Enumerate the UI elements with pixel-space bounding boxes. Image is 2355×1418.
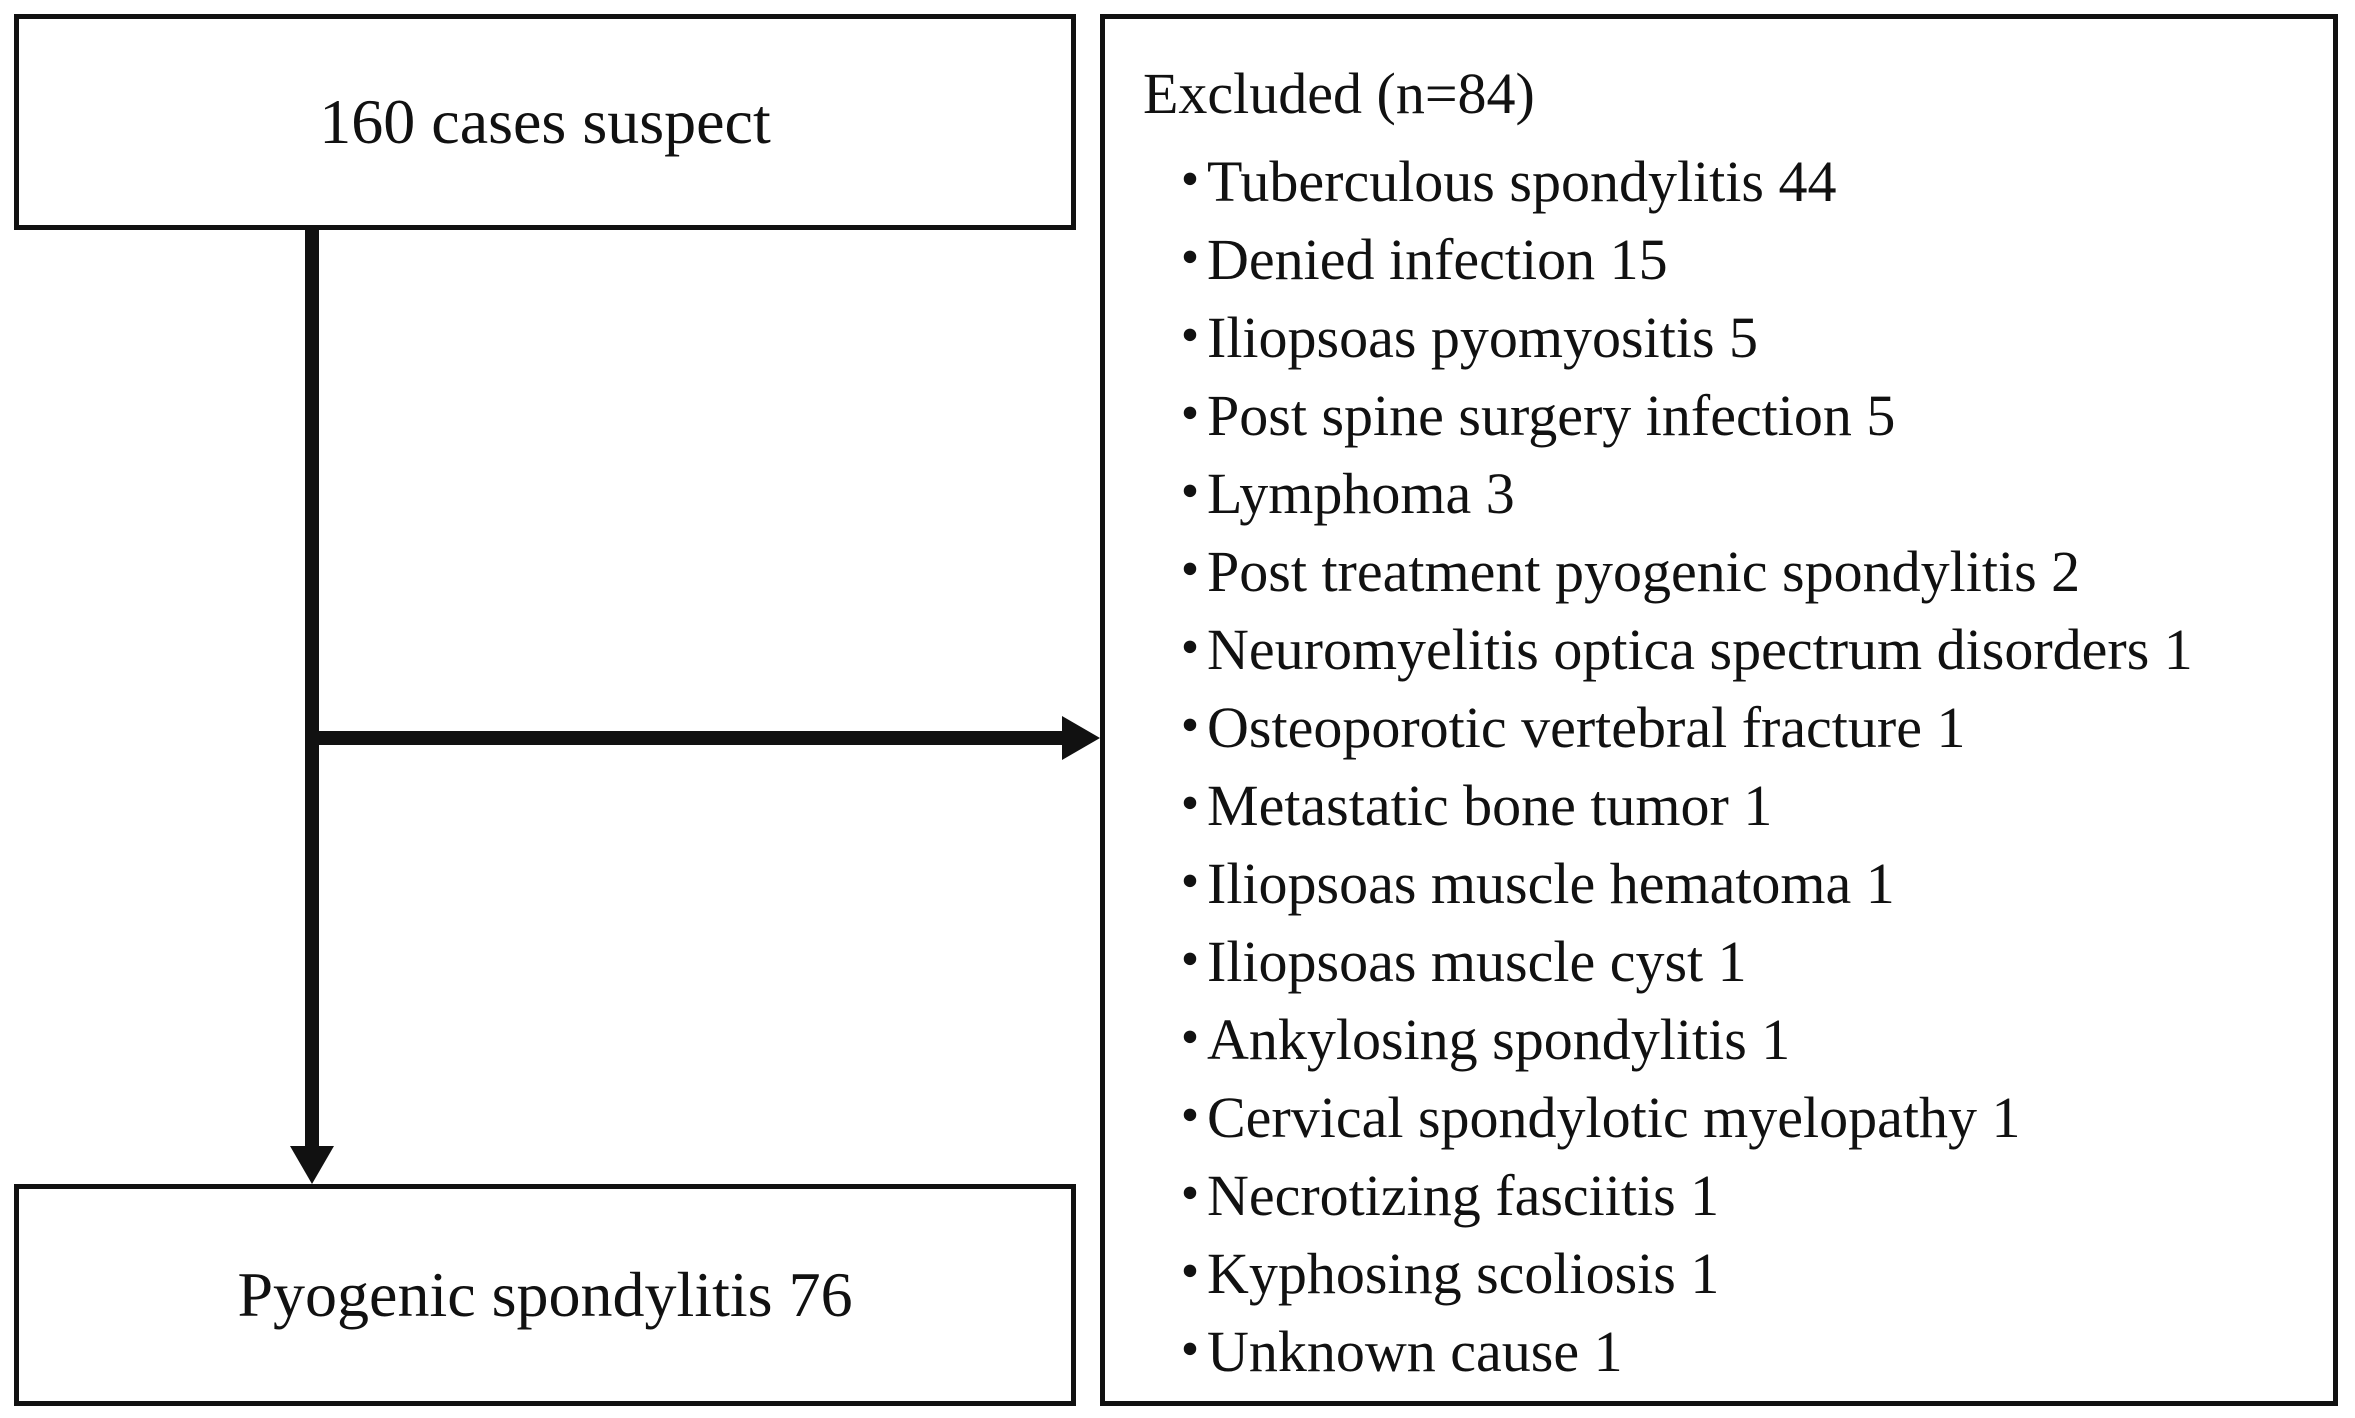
excluded-list-item (1161, 845, 2193, 923)
bullet-icon: ・ (1161, 149, 1220, 214)
excluded-item-text: Ankylosing spondylitis 1 (1207, 1007, 1791, 1072)
bullet-icon: ・ (1161, 227, 1220, 292)
pyogenic-spondylitis-box (14, 1184, 1076, 1406)
bullet-icon: ・ (1161, 539, 1220, 604)
bullet-icon: ・ (1161, 617, 1220, 682)
excluded-item-text: Metastatic bone tumor 1 (1207, 773, 1773, 838)
excluded-item-text: Necrotizing fasciitis 1 (1207, 1163, 1720, 1228)
excluded-list-item (1161, 377, 2193, 455)
bullet-icon: ・ (1161, 851, 1220, 916)
excluded-item-text: Post spine surgery infection 5 (1207, 383, 1896, 448)
bullet-icon: ・ (1161, 383, 1220, 448)
main-down-arrowhead (290, 1146, 334, 1184)
pyogenic-spondylitis-label: Pyogenic spondylitis 76 (237, 1259, 853, 1330)
excluded-list-item (1161, 1313, 2193, 1391)
excluded-list-item (1161, 1001, 2193, 1079)
bullet-icon: ・ (1161, 305, 1220, 370)
excluded-item-text: Iliopsoas pyomyositis 5 (1207, 305, 1759, 370)
bullet-icon: ・ (1161, 929, 1220, 994)
excluded-item-text: Post treatment pyogenic spondylitis 2 (1207, 539, 2081, 604)
suspect-cases-label: 160 cases suspect (319, 86, 771, 157)
bullet-icon: ・ (1161, 773, 1220, 838)
excluded-item-text: Kyphosing scoliosis 1 (1207, 1241, 1720, 1306)
excluded-item-text: Iliopsoas muscle hematoma 1 (1207, 851, 1895, 916)
bullet-icon: ・ (1161, 1241, 1220, 1306)
excluded-list-item (1161, 923, 2193, 1001)
excluded-list-item (1161, 611, 2193, 689)
bullet-icon: ・ (1161, 1007, 1220, 1072)
excluded-item-text: Neuromyelitis optica spectrum disorders 1 (1207, 617, 2193, 682)
branch-right-arrowhead (1062, 716, 1100, 760)
excluded-list-item (1161, 533, 2193, 611)
excluded-item-text: Denied infection 15 (1207, 227, 1668, 292)
excluded-item-text: Tuberculous spondylitis 44 (1207, 149, 1837, 214)
excluded-list-item (1161, 221, 2193, 299)
excluded-list-item (1161, 299, 2193, 377)
bullet-icon: ・ (1161, 1163, 1220, 1228)
excluded-item-text: Iliopsoas muscle cyst 1 (1207, 929, 1747, 994)
excluded-item-text: Cervical spondylotic myelopathy 1 (1207, 1085, 2021, 1150)
excluded-list-item (1161, 767, 2193, 845)
excluded-list-item (1161, 143, 2193, 221)
bullet-icon: ・ (1161, 1319, 1220, 1384)
excluded-list (1161, 143, 2193, 1391)
excluded-item-text: Unknown cause 1 (1207, 1319, 1623, 1384)
excluded-list-item (1161, 1079, 2193, 1157)
excluded-list-item (1161, 1235, 2193, 1313)
excluded-item-text: Lymphoma 3 (1207, 461, 1515, 526)
excluded-box (1100, 14, 2338, 1406)
excluded-list-item (1161, 455, 2193, 533)
bullet-icon: ・ (1161, 461, 1220, 526)
bullet-icon: ・ (1161, 1085, 1220, 1150)
excluded-list-item (1161, 689, 2193, 767)
bullet-icon: ・ (1161, 695, 1220, 760)
suspect-cases-box (14, 14, 1076, 230)
excluded-list-item (1161, 1157, 2193, 1235)
excluded-item-text: Osteoporotic vertebral fracture 1 (1207, 695, 1966, 760)
excluded-heading: Excluded (n=84) (1143, 61, 1535, 126)
